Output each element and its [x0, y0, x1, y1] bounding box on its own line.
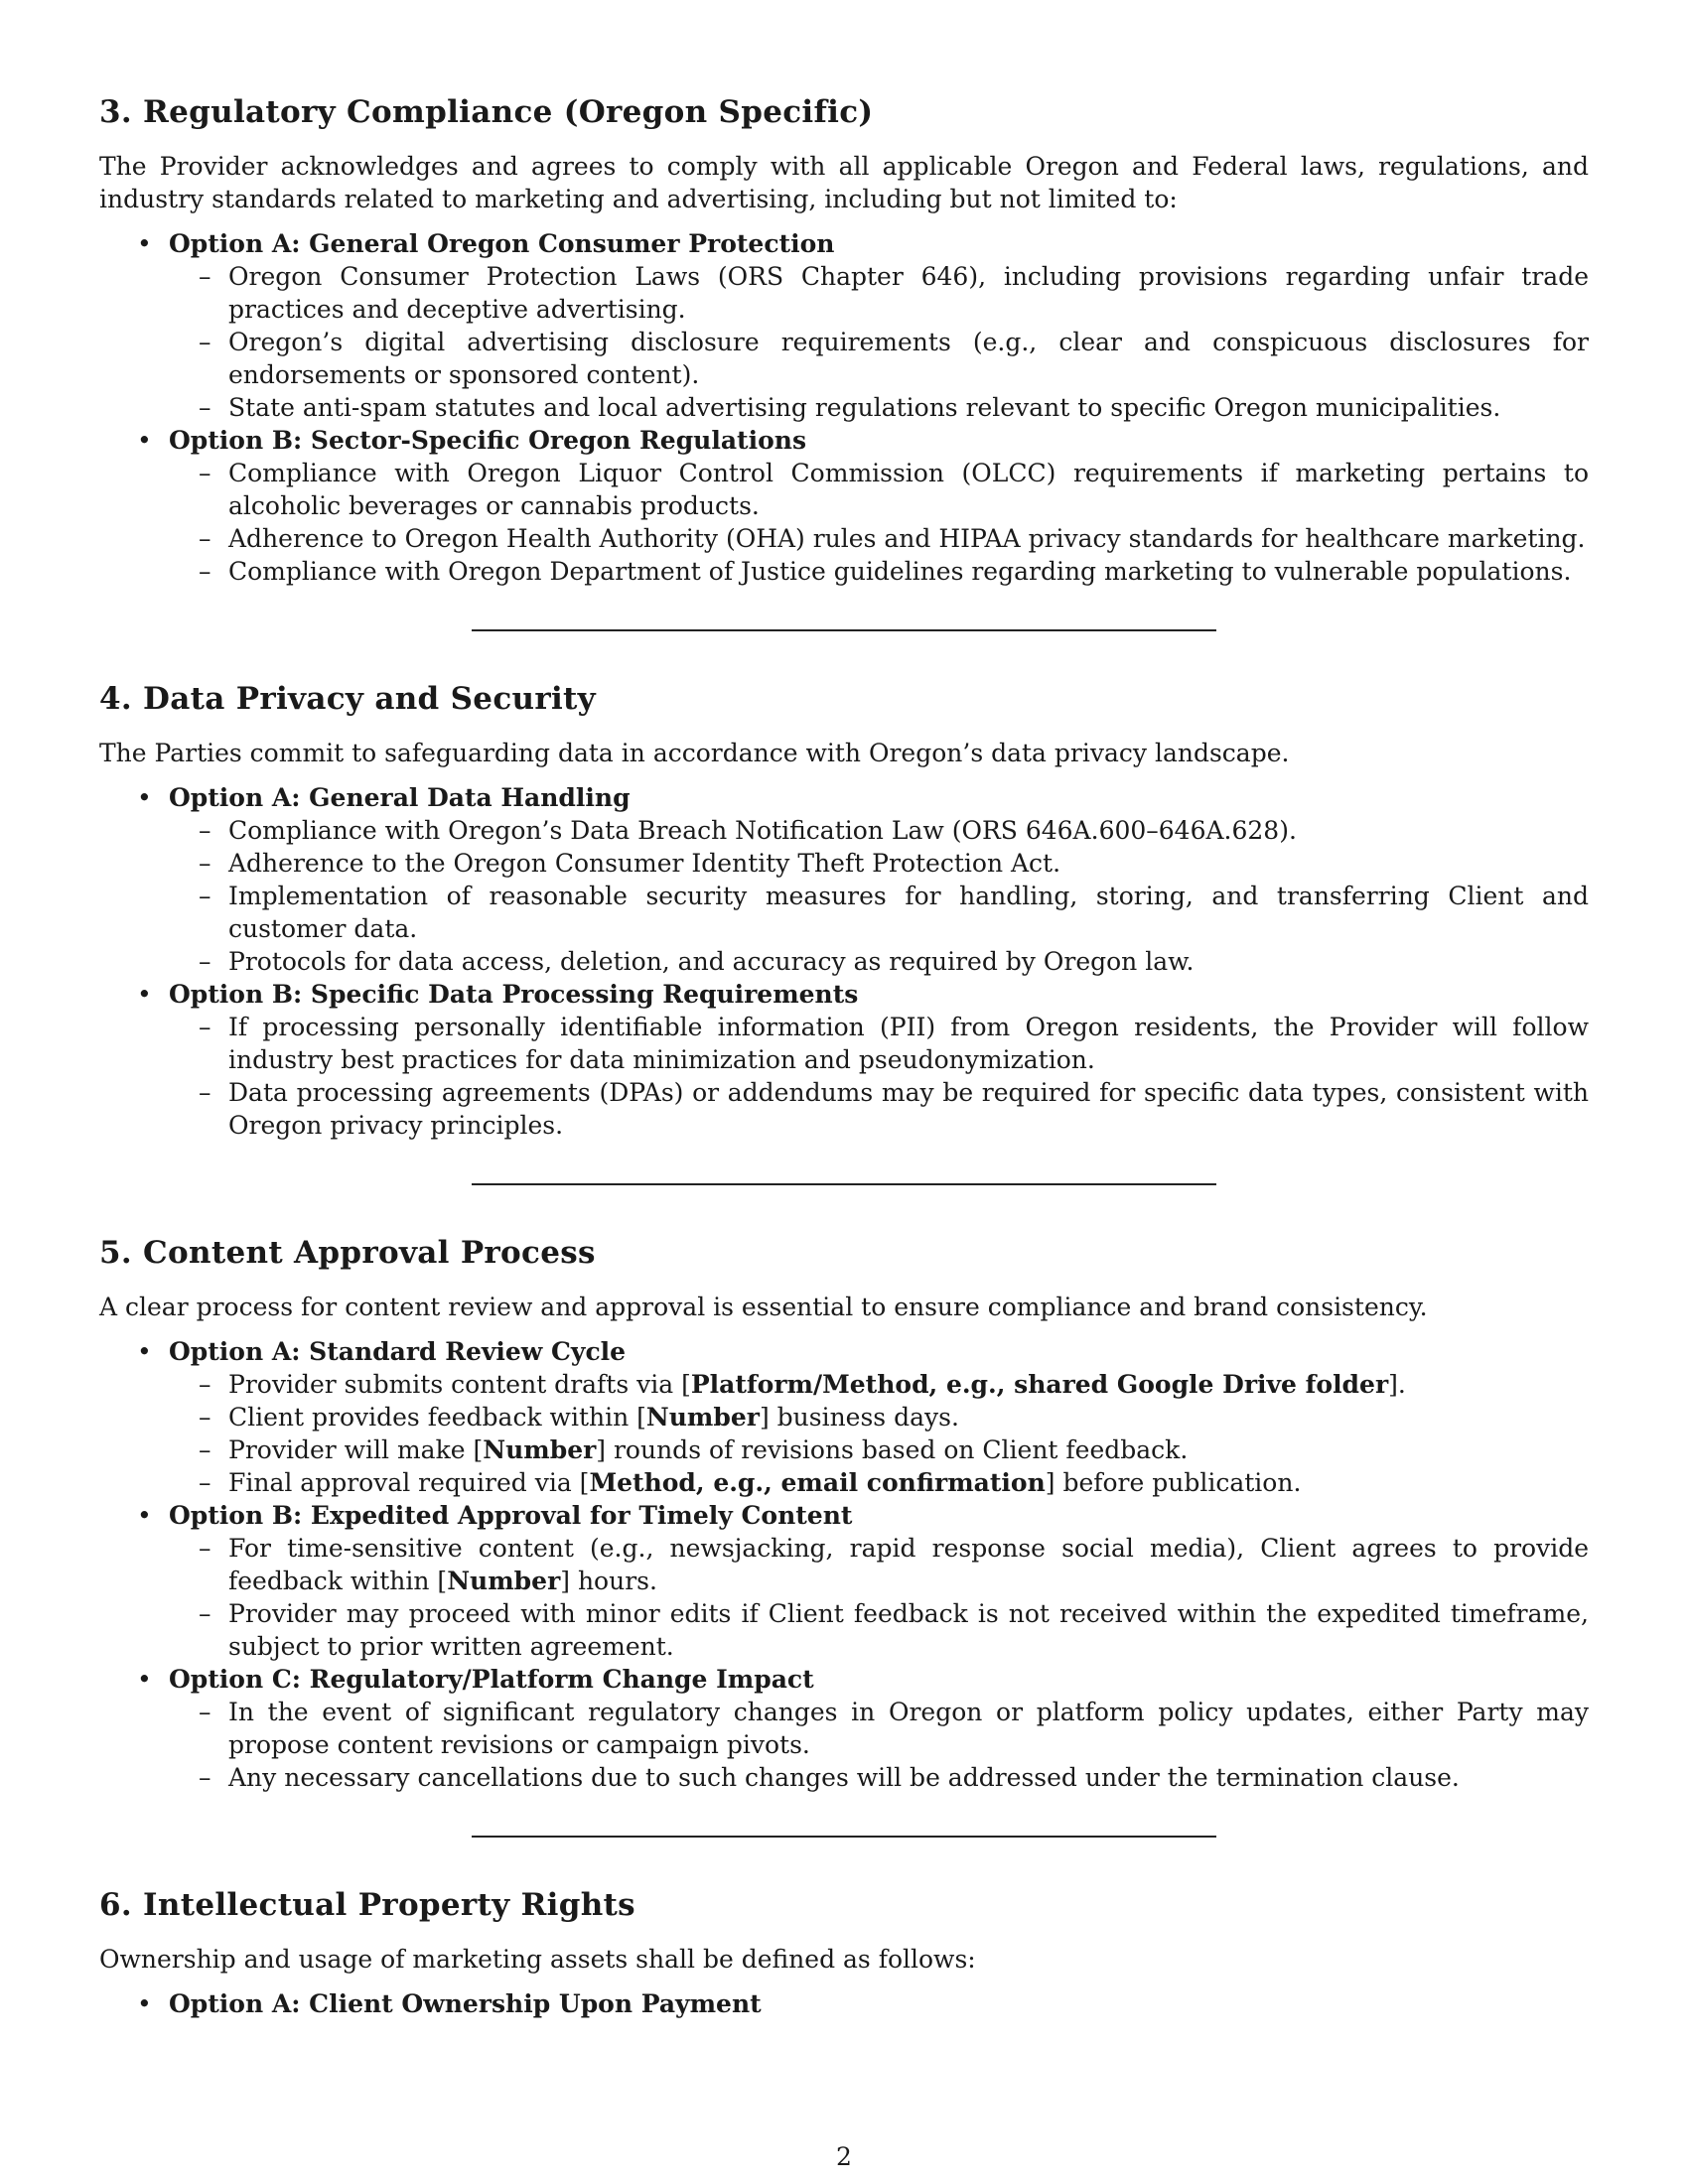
option-item: [99, 227, 1589, 424]
sublist-item: [169, 1401, 1589, 1433]
option-sublist: [169, 1532, 1589, 1663]
sublist-item: [169, 847, 1589, 880]
dash-icon: –: [199, 262, 211, 291]
sublist-item: [169, 326, 1589, 391]
options-list: [99, 1987, 1589, 2020]
option-sublist: [169, 457, 1589, 588]
sublist-item: [169, 1597, 1589, 1663]
option-sublist: [169, 814, 1589, 978]
section-intro: The Parties commit to safeguarding data in accordance with Oregon’s data privacy landscape.: [99, 739, 1290, 767]
sublist-item-text: Compliance with Oregon Department of Justice guidelines regarding marketing to vulnerable populations.: [228, 557, 1572, 586]
sublist-item-text: Implementation of reasonable security measures for handling, storing, and transferring Client and customer data.: [228, 882, 1589, 943]
bullet-icon: •: [137, 783, 152, 812]
options-list: [99, 1335, 1589, 1794]
option-title: Option B: Expedited Approval for Timely Content: [169, 1501, 853, 1530]
sublist-item: [169, 1433, 1589, 1466]
options-list: [99, 781, 1589, 1142]
sublist-item: [169, 880, 1589, 945]
options-list: [99, 227, 1589, 588]
sublist-item: [169, 522, 1589, 555]
bullet-icon: •: [137, 1665, 152, 1694]
dash-icon: –: [199, 1698, 211, 1726]
bullet-icon: •: [137, 980, 152, 1009]
dash-icon: –: [199, 459, 211, 487]
sublist-item-text: Client provides feedback within [Number] business days.: [228, 1403, 959, 1432]
section-divider: [472, 1836, 1216, 1838]
section-heading: 4. Data Privacy and Security: [99, 681, 596, 717]
sublist-item-text: Provider submits content drafts via [Platform/Method, e.g., shared Google Drive folder].: [228, 1370, 1406, 1399]
option-title: Option A: General Oregon Consumer Protection: [169, 229, 835, 258]
sublist-item-text: Oregon Consumer Protection Laws (ORS Chapter 646), including provisions regarding unfair trade practices and deceptive advertising.: [228, 262, 1589, 324]
bullet-icon: •: [137, 1501, 152, 1530]
sublist-item-text: If processing personally identifiable information (PII) from Oregon residents, the Provider will follow industry best practices for data minimization and pseudonymization.: [228, 1013, 1589, 1074]
sublist-item: [169, 1368, 1589, 1401]
sublist-item-text: In the event of significant regulatory changes in Oregon or platform policy updates, either Party may propose content revisions or campaign pivots.: [228, 1698, 1589, 1759]
dash-icon: –: [199, 524, 211, 553]
section-intro: The Provider acknowledges and agrees to comply with all applicable Oregon and Federal laws, regulations, and industry standards related to marketing and advertising, including but not limited to:: [99, 152, 1589, 213]
sublist-item-text: For time-sensitive content (e.g., newsjacking, rapid response social media), Client agrees to provide feedback within [Number] hours.: [228, 1534, 1589, 1595]
dash-icon: –: [199, 1435, 211, 1464]
option-title: Option C: Regulatory/Platform Change Impact: [169, 1665, 814, 1694]
dash-icon: –: [199, 882, 211, 910]
section-5: [99, 1235, 1589, 1794]
option-item: [99, 1335, 1589, 1499]
option-title: Option B: Specific Data Processing Requirements: [169, 980, 859, 1009]
sublist-item-text: Any necessary cancellations due to such changes will be addressed under the termination clause.: [228, 1763, 1460, 1792]
sublist-item-text: Oregon’s digital advertising disclosure requirements (e.g., clear and conspicuous disclosures for endorsements or sponsored content).: [228, 328, 1589, 389]
dash-icon: –: [199, 1534, 211, 1563]
section-3: [99, 94, 1589, 588]
section-6: [99, 1887, 1589, 2020]
sublist-item-text: State anti-spam statutes and local advertising regulations relevant to specific Oregon municipalities.: [228, 393, 1501, 422]
option-item: [99, 1499, 1589, 1663]
section-divider: [472, 1183, 1216, 1185]
dash-icon: –: [199, 1599, 211, 1628]
option-sublist: [169, 1696, 1589, 1794]
page-number: 2: [836, 2142, 852, 2171]
bullet-icon: •: [137, 229, 152, 258]
section-4: [99, 681, 1589, 1142]
dash-icon: –: [199, 1370, 211, 1399]
sublist-item-text: Compliance with Oregon’s Data Breach Notification Law (ORS 646A.600–646A.628).: [228, 816, 1297, 845]
dash-icon: –: [199, 328, 211, 356]
sublist-item-text: Protocols for data access, deletion, and accuracy as required by Oregon law.: [228, 947, 1195, 976]
option-sublist: [169, 1011, 1589, 1142]
section-intro: A clear process for content review and approval is essential to ensure compliance and brand consistency.: [99, 1293, 1428, 1321]
option-item: [99, 978, 1589, 1142]
sublist-item-text: Adherence to Oregon Health Authority (OHA) rules and HIPAA privacy standards for healthcare marketing.: [228, 524, 1586, 553]
sublist-item: [169, 1532, 1589, 1597]
sublist-item: [169, 260, 1589, 326]
section-heading: 5. Content Approval Process: [99, 1235, 596, 1271]
section-heading: 3. Regulatory Compliance (Oregon Specific): [99, 94, 874, 130]
sublist-item: [169, 1696, 1589, 1761]
option-item: [99, 781, 1589, 978]
sublist-item: [169, 1011, 1589, 1076]
sublist-item-text: Adherence to the Oregon Consumer Identity Theft Protection Act.: [228, 849, 1061, 878]
dash-icon: –: [199, 816, 211, 845]
option-item: [99, 1663, 1589, 1794]
bullet-icon: •: [137, 1337, 152, 1366]
section-heading: 6. Intellectual Property Rights: [99, 1887, 635, 1923]
sublist-item: [169, 1761, 1589, 1794]
sublist-item-text: Data processing agreements (DPAs) or addendums may be required for specific data types, consistent with Oregon privacy principles.: [228, 1078, 1589, 1140]
dash-icon: –: [199, 393, 211, 422]
section-intro: Ownership and usage of marketing assets shall be defined as follows:: [99, 1945, 976, 1974]
sublist-item: [169, 1466, 1589, 1499]
sublist-item: [169, 814, 1589, 847]
dash-icon: –: [199, 947, 211, 976]
bullet-icon: •: [137, 426, 152, 455]
option-title: Option A: Standard Review Cycle: [169, 1337, 627, 1366]
sublist-item: [169, 391, 1589, 424]
document-page: [99, 94, 1589, 2020]
dash-icon: –: [199, 1468, 211, 1497]
sublist-item-text: Final approval required via [Method, e.g., email confirmation] before publication.: [228, 1468, 1302, 1497]
option-title: Option B: Sector-Specific Oregon Regulations: [169, 426, 807, 455]
sublist-item-text: Compliance with Oregon Liquor Control Commission (OLCC) requirements if marketing pertains to alcoholic beverages or cannabis products.: [228, 459, 1589, 520]
dash-icon: –: [199, 1078, 211, 1107]
section-divider: [472, 629, 1216, 631]
sublist-item-text: Provider may proceed with minor edits if Client feedback is not received within the expedited timeframe, subject to prior written agreement.: [228, 1599, 1589, 1661]
dash-icon: –: [199, 1403, 211, 1432]
sublist-item: [169, 945, 1589, 978]
dash-icon: –: [199, 557, 211, 586]
sublist-item: [169, 555, 1589, 588]
bullet-icon: •: [137, 1989, 152, 2018]
sublist-item: [169, 457, 1589, 522]
option-sublist: [169, 260, 1589, 424]
dash-icon: –: [199, 849, 211, 878]
option-item: [99, 1987, 1589, 2020]
option-sublist: [169, 1368, 1589, 1499]
sublist-item-text: Provider will make [Number] rounds of revisions based on Client feedback.: [228, 1435, 1189, 1464]
dash-icon: –: [199, 1763, 211, 1792]
option-item: [99, 424, 1589, 588]
option-title: Option A: Client Ownership Upon Payment: [169, 1989, 762, 2018]
option-title: Option A: General Data Handling: [169, 783, 631, 812]
dash-icon: –: [199, 1013, 211, 1041]
sublist-item: [169, 1076, 1589, 1142]
